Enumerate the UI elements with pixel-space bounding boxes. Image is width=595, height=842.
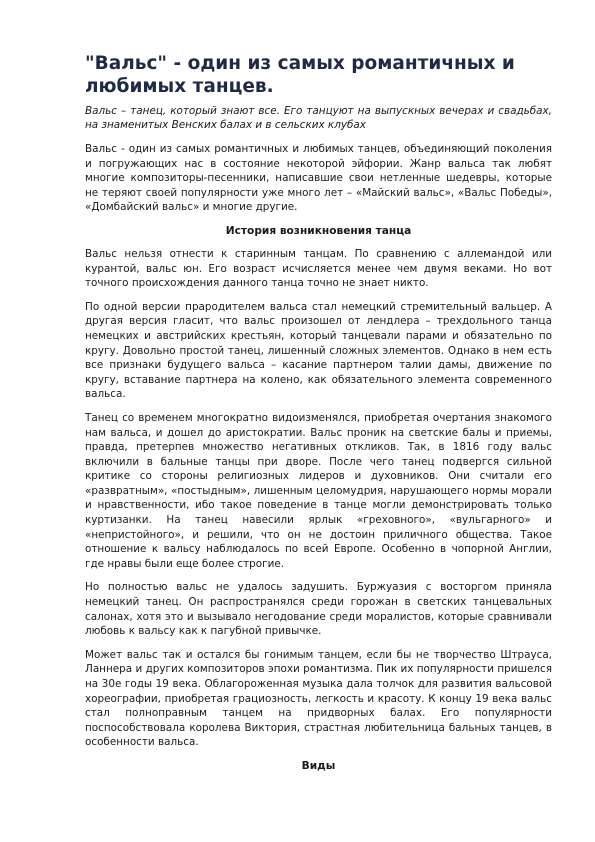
document-subtitle: Вальс – танец, который знают все. Его танцуют на выпускных вечерах и свадьбах, на знаменитых Венских балах и в сельских клубах [85,105,552,131]
history-heading: История возникновения танца [225,224,412,237]
history-paragraph: Но полностью вальс не удалось задушить. Буржуазия с восторгом приняла немецкий танец. Он распространялся среди горожан в светских танцевальных салонах, хотя это и вызывало негодование среди моралистов, которые сравнивали любовь к вальсу как к пагубной привычке. [85,581,552,638]
history-paragraph: По одной версии прародителем вальса стал немецкий стремительный вальцер. А другая версия гласит, что вальс произошел от лендлера – трехдольного танца немецких и австрийских крестьян, который танцевали парами и обязательно по кругу. Довольно простой танец, лишенный сложных элементов. Однако в нем есть все признаки будущего вальса – касание партнером талии дамы, движение по кругу, вставание партнера на колено, как обязательного элемента современного вальса. [85,300,552,401]
history-paragraph: Может вальс так и остался бы гонимым танцем, если бы не творчество Штрауса, Ланнера и других композиторов эпохи романтизма. Пик их популярности пришелся на 30е годы 19 века. Облагороженная музыка дала толчок для развития вальсовой хореографии, приобретая грациозность, легкость и красоту. К концу 19 века вальс стал полноправным танцем на придворных балах. Его популярности поспособствовала королева Виктория, страстная любительница бальных танцев, в особенности вальса. [85,648,552,749]
intro-paragraph: Вальс - один из самых романтичных и любимых танцев, объединяющий поколения и погружающих нас в состояние некоторой эйфории. Жанр вальса так любят многие композиторы-песенники, написавшие свои нетленные шедевры, которые не теряют своей популярности уже много лет – «Майский вальс», «Вальс Победы», «Домбайский вальс» и многие другие. [85,143,552,214]
history-paragraph: Танец со временем многократно видоизменялся, приобретая очертания знакомого нам вальса, и дошел до аристократии. Вальс проник на светские балы и приемы, правда, претерпев множество негативных откликов. Так, в 1816 году вальс включили в бальные танцы при дворе. После чего танец подвергся сильной критике со стороны религиозных лидеров и духовников. Они считали его «развратным», «постыдным», лишенным целомудрия, нарушающего нормы морали и нравственности, ибо такое поведение в танце могли демонстрировать только куртизанки. На танец навесили ярлык «греховного», «вульгарного» и «непристойного», и решили, что он не достоин приличного общества. Такое отношение к вальсу наблюдалось по всей Европе. Особенно в чопорной Англии, где нравы были еще более строгие. [85,411,552,570]
types-heading: Виды [301,759,336,772]
document-title: "Вальс" - один из самых романтичных и любимых танцев. [85,53,515,97]
history-paragraph: Вальс нельзя отнести к старинным танцам. По сравнению с аллемандой или курантой, вальс юн. Его возраст исчисляется менее чем двумя веками. Но вот точного происхождения данного танца точно не знает никто. [85,247,552,290]
